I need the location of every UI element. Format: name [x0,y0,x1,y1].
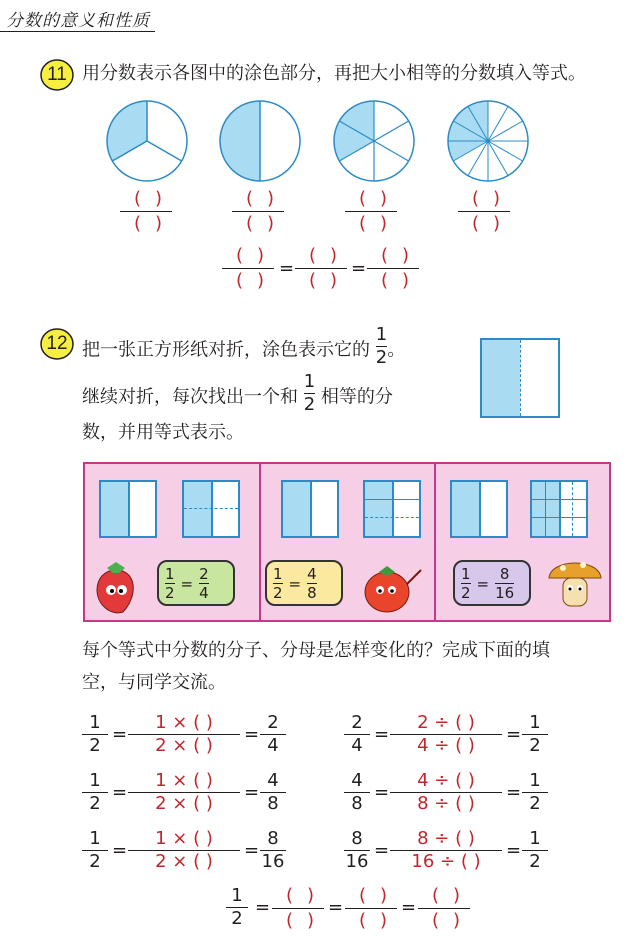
header-underline [0,31,155,32]
equals-sign: = [112,840,128,861]
equation-bubble-1: $\frac{1}{2}$ = $\frac{2}{4}$ [157,560,235,606]
final-blank-2[interactable]: () () [345,885,397,932]
equation-blank-1[interactable]: () () [222,245,274,292]
circle-thirds [107,101,187,181]
equals-sign: = [374,782,390,803]
fill-in-expression[interactable]: 1 × ( ) 2 × ( ) [128,712,240,757]
question-12-line2: 继续对折，每次找出一个和 $\frac{1}{2}$ 相等的分 [82,371,393,415]
equation-fraction: 1 2 [82,712,108,757]
equation-blank-2[interactable]: () () [295,245,347,292]
blank-fraction-1[interactable]: () () [120,188,172,235]
panel-divider [434,464,436,620]
question-11-badge [40,58,74,92]
equation-bubble-3: $\frac{1}{2}$ = $\frac{8}{16}$ [453,560,531,606]
fill-in-expression[interactable]: 1 × ( ) 2 × ( ) [128,828,240,873]
equals-sign: = [506,724,522,745]
equals-sign: = [506,782,522,803]
half-fraction: $\frac{1}{2}$ [303,371,316,415]
question-12-prompt-line2: 空，与同学交流。 [82,672,226,693]
blank-fraction-4[interactable]: () () [458,188,510,235]
equation-bubble-2: $\frac{1}{2}$ = $\frac{4}{8}$ [265,560,343,606]
final-blank-3[interactable]: () () [418,885,470,932]
equation-fraction: 4 8 [344,770,370,815]
folding-panel [83,462,611,622]
circle-twelfths [448,101,528,181]
question-12-number: 12 [46,333,68,354]
equals-sign: = [255,897,271,918]
question-12-prompt-line1: 每个等式中分数的分子、分母是怎样变化的？完成下面的填 [82,640,550,661]
equals-sign: = [244,724,260,745]
square-sixteenths [530,480,588,538]
square-quarters [182,480,240,538]
fill-in-expression[interactable]: 2 ÷ ( ) 4 ÷ ( ) [390,712,502,757]
square-half [99,480,157,538]
equation-fraction: 1 2 [82,828,108,873]
question-11-instruction: 用分数表示各图中的涂色部分，再把大小相等的分数填入等式。 [82,63,586,84]
equals-sign: = [374,724,390,745]
question-12-line3: 数，并用等式表示。 [82,422,244,443]
fill-in-expression[interactable]: 4 ÷ ( ) 8 ÷ ( ) [390,770,502,815]
mushroom-character-icon [545,552,605,620]
square-half [281,480,339,538]
final-blank-1[interactable]: () () [272,885,324,932]
final-half: 1 2 [226,885,248,930]
equals-sign: = [401,897,417,918]
equals-sign: = [279,258,295,279]
tomato-character-icon [357,562,427,620]
equals-sign: = [112,782,128,803]
equals-sign: = [328,897,344,918]
question-12-badge [40,327,74,361]
circle-sixths [334,101,414,181]
equals-sign: = [244,840,260,861]
folded-paper-square [480,338,560,418]
equals-sign: = [374,840,390,861]
circle-halves [220,101,300,181]
equation-fraction: 8 16 [261,828,285,872]
section-header: 分数的意义和性质 [6,11,150,31]
blank-fraction-2[interactable]: () () [232,188,284,235]
equation-fraction: 2 4 [260,712,286,757]
strawberry-character-icon [91,560,141,618]
equation-fraction: 1 2 [522,770,548,815]
panel-divider [259,464,261,620]
blank-fraction-3[interactable]: () () [345,188,397,235]
question-11-number: 11 [47,64,67,85]
question-12-line1: 把一张正方形纸对折，涂色表示它的 $\frac{1}{2}$ 。 [82,324,406,368]
equation-blank-3[interactable]: () () [367,245,419,292]
q12-line1-text: 把一张正方形纸对折，涂色表示它的 [82,339,370,361]
fill-in-expression[interactable]: 1 × ( ) 2 × ( ) [128,770,240,815]
square-half [450,480,508,538]
equation-fraction: 1 2 [522,712,548,757]
equation-fraction: 1 2 [522,828,548,873]
equation-fraction: 1 2 [82,770,108,815]
half-fraction: $\frac{1}{2}$ [375,324,388,368]
equals-sign: = [506,840,522,861]
equals-sign: = [351,258,367,279]
equals-sign: = [244,782,260,803]
fill-in-expression[interactable]: 8 ÷ ( ) 16 ÷ ( ) [390,828,502,873]
q11-circles [103,97,535,185]
equation-fraction: 4 8 [260,770,286,815]
equals-sign: = [112,724,128,745]
square-eighths [363,480,421,538]
equation-fraction: 2 4 [344,712,370,757]
equation-fraction: 8 16 [345,828,369,872]
